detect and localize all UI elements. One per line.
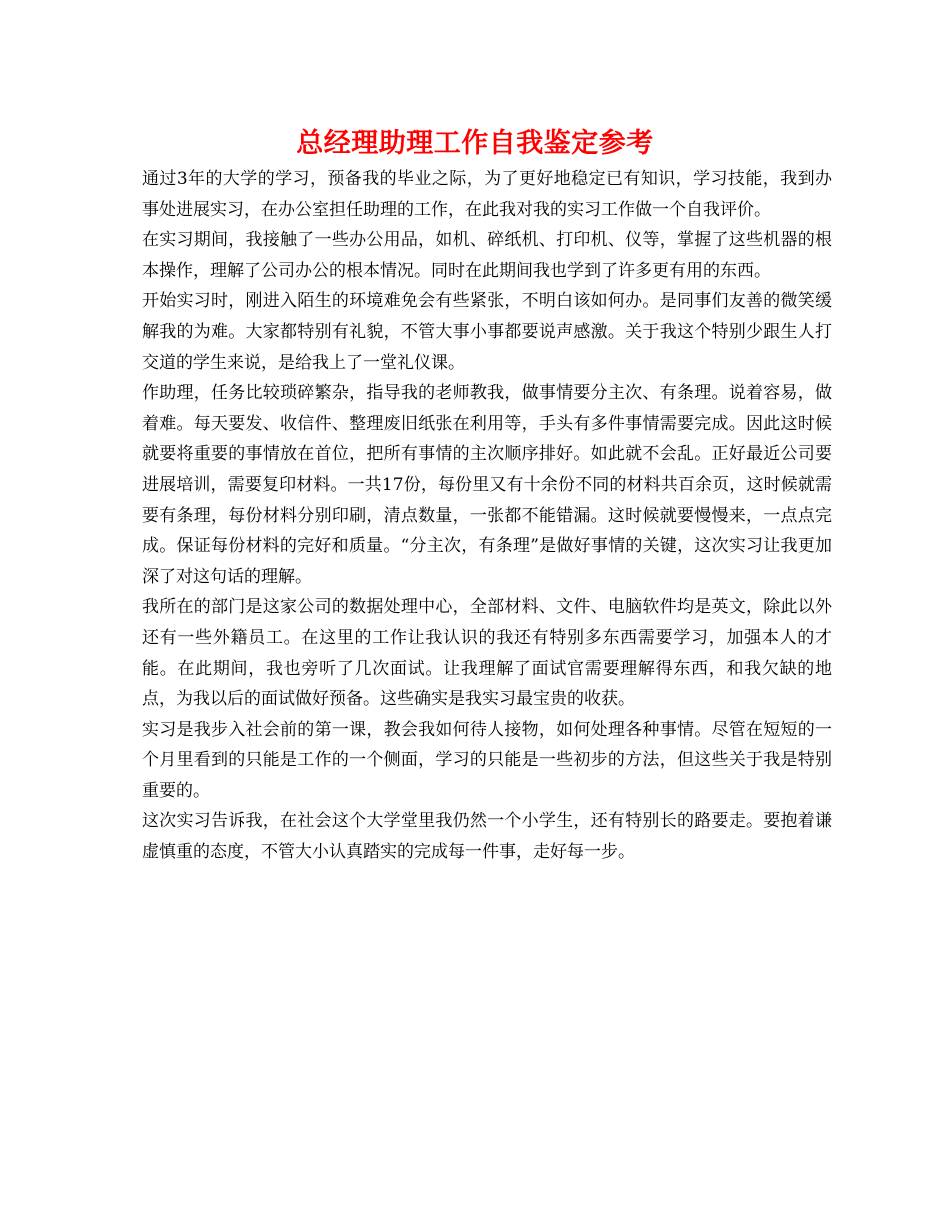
paragraph-conclusion: 这次实习告诉我，在社会这个大学堂里我仍然一个小学生，还有特别长的路要走。要抱着谦虚慎重的态度，不管大小认真踏实的完成每一件事，走好每一步。 — [142, 811, 832, 863]
paragraph-assistant-tasks: 作助理，任务比较琐碎繁杂，指导我的老师教我，做事情要分主次、有条理。说着容易，做着难。每天要发、收信件、整理废旧纸张在利用等，手头有多件事情需要完成。因此这时候就要将重要的事情放在首位，把所有事情的主次顺序排好。如此就不会乱。正好最近公司要进展培训，需要复印材料。一共17份，每份里又有十余份不同的材料共百余页，这时候就需要有条理，每份材料分别印刷，清点数量，一张都不能错漏。这时候就要慢慢来，一点点完成。保证每份材料的完好和质量。“分主次，有条理”是做好事情的关键，这次实习让我更加深了对这句话的理解。 — [142, 383, 832, 587]
paragraph-office-equipment: 在实习期间，我接触了一些办公用品，如机、碎纸机、打印机、仪等，掌握了这些机器的根本操作，理解了公司办公的根本情况。同时在此期间我也学到了许多更有用的东西。 — [142, 230, 832, 281]
paragraph-first-lesson: 实习是我步入社会前的第一课，教会我如何待人接物，如何处理各种事情。尽管在短短的一个月里看到的只能是工作的一个侧面，学习的只能是一些初步的方法，但这些关于我是特别重要的。 — [142, 719, 832, 801]
document-title: 总经理助理工作自我鉴定参考 — [296, 128, 654, 159]
paragraph-first-days: 开始实习时，刚进入陌生的环境难免会有些紧张，不明白该如何办。是同事们友善的微笑缓解我的为难。大家都特别有礼貌，不管大事小事都要说声感激。关于我这个特别少跟生人打交道的学生来说，是给我上了一堂礼仪课。 — [142, 291, 832, 373]
document-body — [142, 164, 832, 868]
paragraph-department: 我所在的部门是这家公司的数据处理中心，全部材料、文件、电脑软件均是英文，除此以外还有一些外籍员工。在这里的工作让我认识的我还有特别多东西需要学习，加强本人的才能。在此期间，我也旁听了几次面试。让我理解了面试官需要理解得东西，和我欠缺的地点，为我以后的面试做好预备。这些确实是我实习最宝贵的收获。 — [142, 597, 832, 710]
paragraph-intro: 通过3年的大学的学习，预备我的毕业之际，为了更好地稳定已有知识，学习技能，我到办事处进展实习，在办公室担任助理的工作，在此我对我的实习工作做一个自我评价。 — [142, 169, 832, 220]
